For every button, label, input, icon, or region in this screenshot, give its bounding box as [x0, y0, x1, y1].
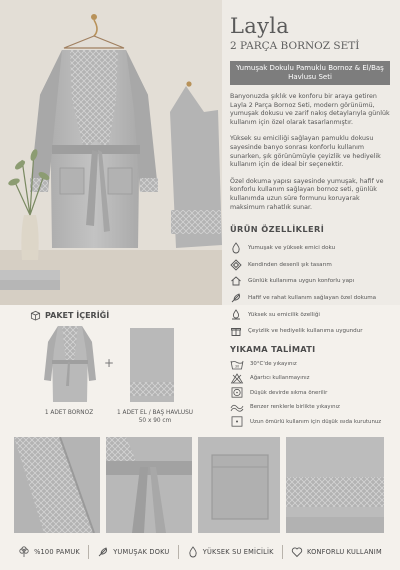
tumble-dry-icon	[230, 387, 244, 398]
feature-label: Yumuşak ve yüksek emici doku	[248, 245, 336, 252]
diamond-pattern-icon	[230, 259, 242, 271]
badge-separator	[88, 545, 89, 559]
feature-item	[230, 240, 396, 257]
care-label: Düşük devirde sıkma önerilir	[250, 389, 328, 396]
gallery-image-collar	[14, 437, 100, 533]
feature-label: Çeyizlik ve hediyelik kullanıma uygundur	[248, 328, 363, 335]
badge-label: YUMUŞAK DOKU	[113, 547, 170, 556]
gallery-image-pocket	[198, 437, 280, 533]
brand-title: Layla	[230, 14, 290, 38]
description-paragraph: Yüksek su emiciliği sağlayan pamuklu dokusu sayesinde banyo sonrası konforlu kullanım sunarken, şık görünümüyle çeyizlik ve hediyelik kullanım için de ideal bir seçenektir.	[230, 135, 381, 169]
care-item	[230, 371, 398, 385]
package-item-label: 1 ADET EL / BAŞ HAVLUSU	[116, 410, 194, 416]
badge-label: YÜKSEK SU EMİCİLİK	[202, 547, 274, 556]
badge-label: KONFORLU KULLANIM	[306, 547, 382, 556]
package-robe-image	[40, 324, 100, 406]
feature-item	[230, 323, 396, 340]
feather-icon	[97, 546, 109, 558]
package-towel-image	[128, 326, 176, 404]
heart-icon	[291, 546, 303, 558]
badge-item	[97, 546, 169, 558]
badge-item	[187, 546, 274, 558]
product-subtitle: 2 PARÇA BORNOZ SETİ	[230, 40, 360, 52]
care-label: Uzun ömürlü kullanım için düşük ısıda kurutunuz	[250, 418, 382, 425]
product-photo	[0, 0, 222, 305]
drop-icon	[230, 242, 242, 254]
feature-item	[230, 273, 396, 290]
package-item-towel	[112, 410, 198, 425]
badge-separator	[282, 545, 283, 559]
product-tagline: Yumuşak Dokulu Pamuklu Bornoz & El/Baş Havlusu Seti	[230, 61, 390, 85]
feature-label: Kendinden desenli şık tasarım	[248, 261, 332, 268]
package-item-size: 50 x 90 cm	[138, 417, 172, 424]
care-item	[230, 415, 398, 429]
package-item-robe	[34, 410, 104, 418]
feature-label: Yüksek su emicilik özelliği	[248, 311, 320, 318]
svg-text:30: 30	[234, 364, 240, 369]
care-label: 30°C'de yıkayınız	[250, 360, 297, 367]
home-icon	[230, 275, 242, 287]
care-list	[230, 357, 398, 429]
drop-icon	[187, 546, 199, 558]
absorb-icon	[230, 309, 242, 321]
care-item	[230, 400, 398, 414]
description-paragraph: Özel dokuma yapısı sayesinde yumuşak, hafif ve konforlu kullanım sağlayan bornoz seti, günlük kullanımda uzun süre formunu koruyarak maksimum rahatlık sunar.	[230, 177, 384, 211]
gallery-image-belt	[106, 437, 192, 533]
feature-item	[230, 257, 396, 274]
gift-icon	[230, 325, 242, 337]
care-label: Ağartıcı kullanmayınız	[250, 375, 310, 382]
low-dry-icon	[230, 416, 244, 427]
feature-label: Hafif ve rahat kullanım sağlayan özel dokuma	[248, 295, 377, 302]
gallery-image-towel-border	[286, 437, 384, 533]
cotton-icon	[18, 546, 30, 558]
package-item-label: 1 ADET BORNOZ	[44, 410, 94, 416]
package-title-text: PAKET İÇERİĞİ	[45, 311, 110, 320]
wash-30-icon	[230, 359, 244, 370]
feather-icon	[230, 292, 242, 304]
detail-gallery	[0, 437, 400, 533]
feature-list	[230, 240, 396, 340]
similar-colors-icon	[230, 402, 244, 413]
description-paragraph: Banyonuzda şıklık ve konforu bir araya getiren Layla 2 Parça Bornoz Seti, modern görünümü, yumuşak dokusu ve zarif nakış detaylarıyla günlük kullanım için özel olarak tasarlanmıştır.	[230, 93, 390, 126]
features-title: ÜRÜN ÖZELLİKLERİ	[230, 224, 325, 234]
package-title	[30, 310, 109, 321]
badge-bar	[0, 533, 400, 570]
care-label: Benzer renklerle birlikte yıkayınız	[250, 404, 340, 411]
badge-item	[291, 546, 382, 558]
badge-separator	[178, 545, 179, 559]
badge-label: %100 PAMUK	[34, 547, 80, 556]
badge-item	[18, 546, 80, 558]
no-bleach-icon	[230, 373, 244, 384]
product-description	[230, 93, 390, 212]
care-item	[230, 357, 398, 371]
feature-label: Günlük kullanıma uygun konforlu yapı	[248, 278, 355, 285]
care-item	[230, 386, 398, 400]
care-title: YIKAMA TALİMATI	[230, 344, 316, 354]
feature-item	[230, 290, 396, 307]
feature-item	[230, 306, 396, 323]
plus-sign: +	[104, 356, 115, 370]
box-icon	[30, 310, 41, 321]
